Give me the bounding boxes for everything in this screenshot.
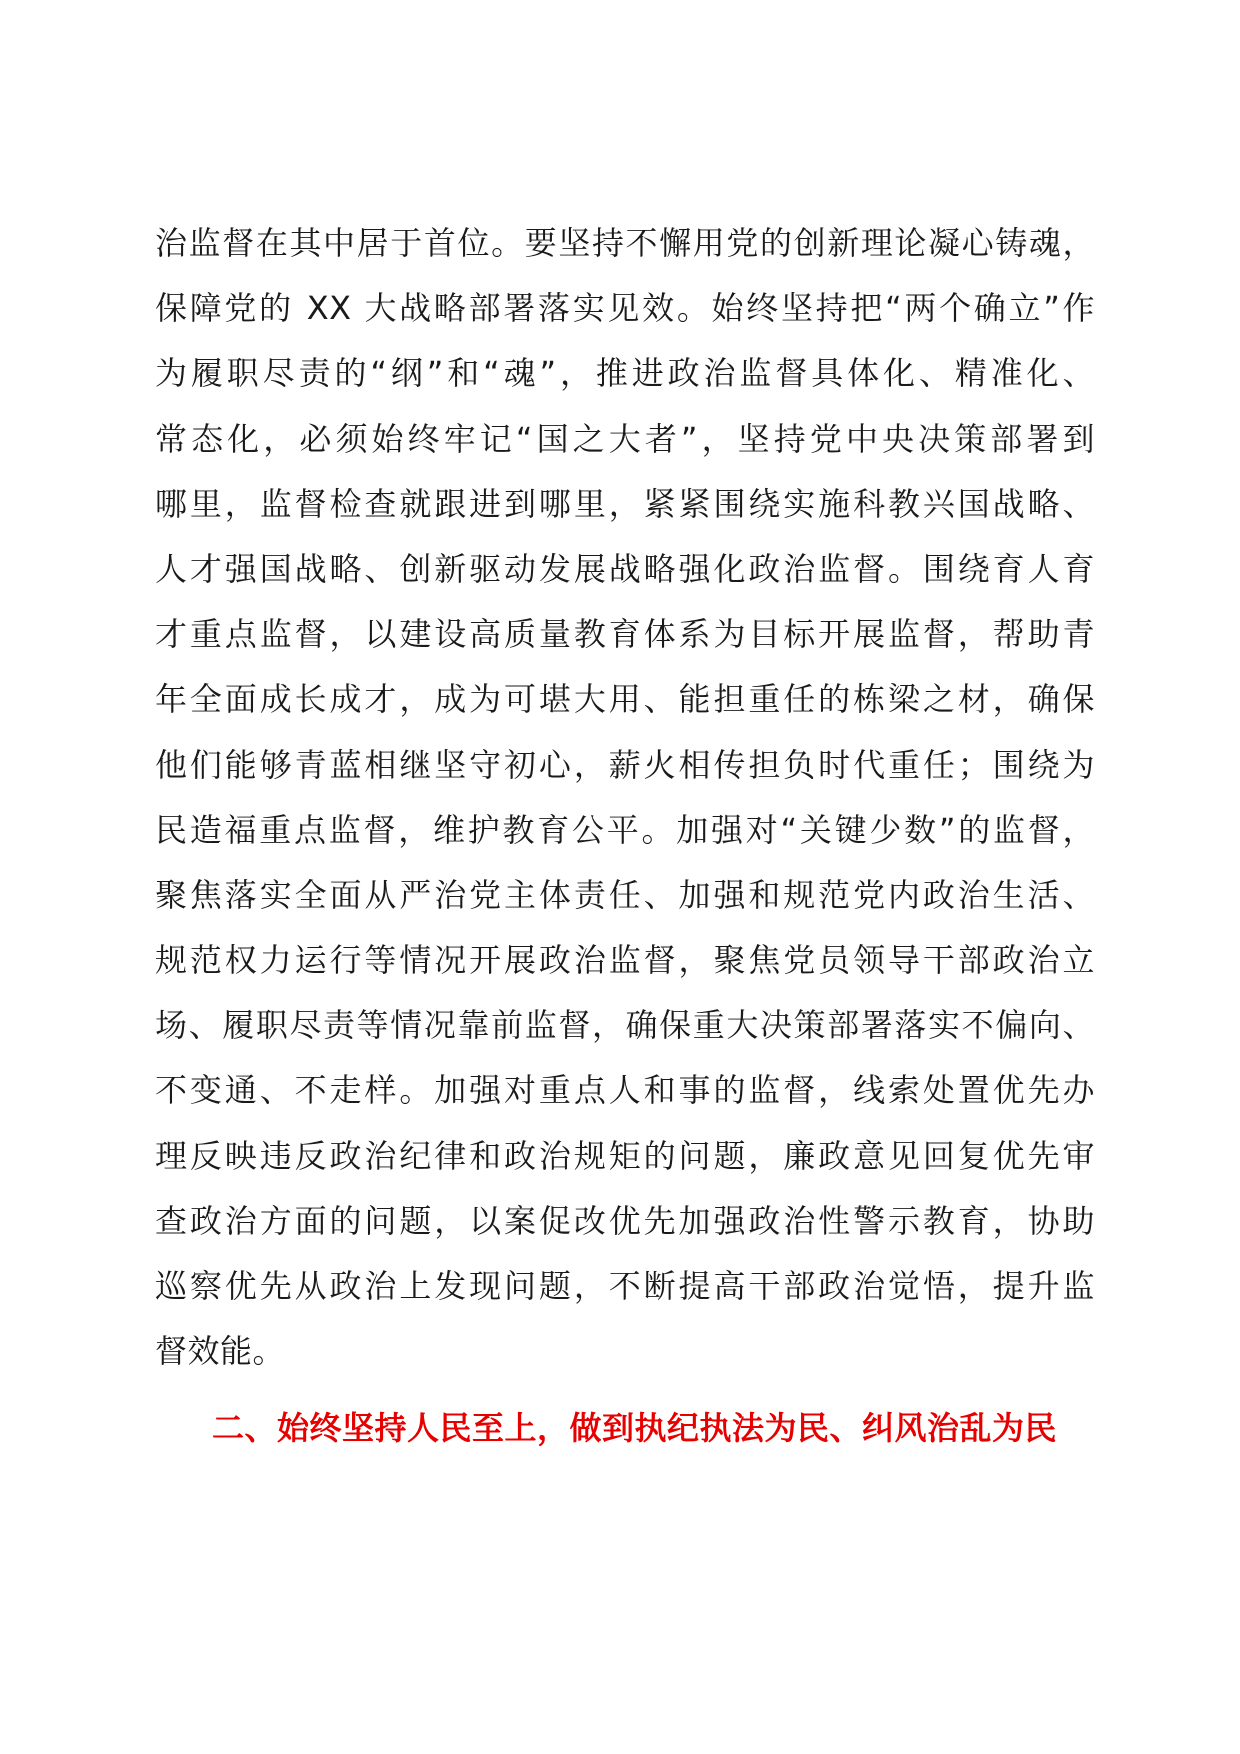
paragraph-line: 人才强国战略、创新驱动发展战略强化政治监督。围绕育人育 xyxy=(155,549,1095,588)
paragraph-line: 巡察优先从政治上发现问题，不断提高干部政治觉悟，提升监 xyxy=(155,1267,1095,1305)
paragraph-line: 民造福重点监督，维护教育公平。加强对“关键少数”的监督， xyxy=(155,810,1095,849)
paragraph-line: 为履职尽责的“纲”和“魂”，推进政治监督具体化、精准化、 xyxy=(155,354,1095,393)
paragraph-line: 不变通、不走样。加强对重点人和事的监督，线索处置优先办 xyxy=(155,1071,1095,1110)
paragraph-line: 督效能。 xyxy=(155,1332,286,1371)
paragraph-line: 保障党的 XX 大战略部署落实见效。始终坚持把“两个确立”作 xyxy=(155,289,1095,328)
paragraph-line: 哪里，监督检查就跟进到哪里，紧紧围绕实施科教兴国战略、 xyxy=(155,484,1095,523)
paragraph-line: 常态化，必须始终牢记“国之大者”，坚持党中央决策部署到 xyxy=(155,419,1095,458)
paragraph-line: 查政治方面的问题，以案促改优先加强政治性警示教育，协助 xyxy=(155,1201,1095,1240)
body-paragraph xyxy=(155,211,1095,1384)
paragraph-line: 他们能够青蓝相继坚守初心，薪火相传担负时代重任；围绕为 xyxy=(155,745,1095,784)
paragraph-line: 场、履职尽责等情况靠前监督，确保重大决策部署落实不偏向、 xyxy=(155,1006,1095,1045)
paragraph-line: 理反映违反政治纪律和政治规矩的问题，廉政意见回复优先审 xyxy=(155,1136,1095,1175)
section-heading: 二、始终坚持人民至上，做到执纪执法为民、纠风治乱为民 xyxy=(212,1409,1058,1447)
paragraph-line: 年全面成长成才，成为可堪大用、能担重任的栋梁之材，确保 xyxy=(155,680,1095,719)
paragraph-line: 治监督在其中居于首位。要坚持不懈用党的创新理论凝心铸魂， xyxy=(155,224,1095,262)
paragraph-line: 规范权力运行等情况开展政治监督，聚焦党员领导干部政治立 xyxy=(155,941,1095,980)
paragraph-line: 聚焦落实全面从严治党主体责任、加强和规范党内政治生活、 xyxy=(155,875,1095,914)
paragraph-line: 才重点监督，以建设高质量教育体系为目标开展监督，帮助青 xyxy=(155,615,1095,654)
